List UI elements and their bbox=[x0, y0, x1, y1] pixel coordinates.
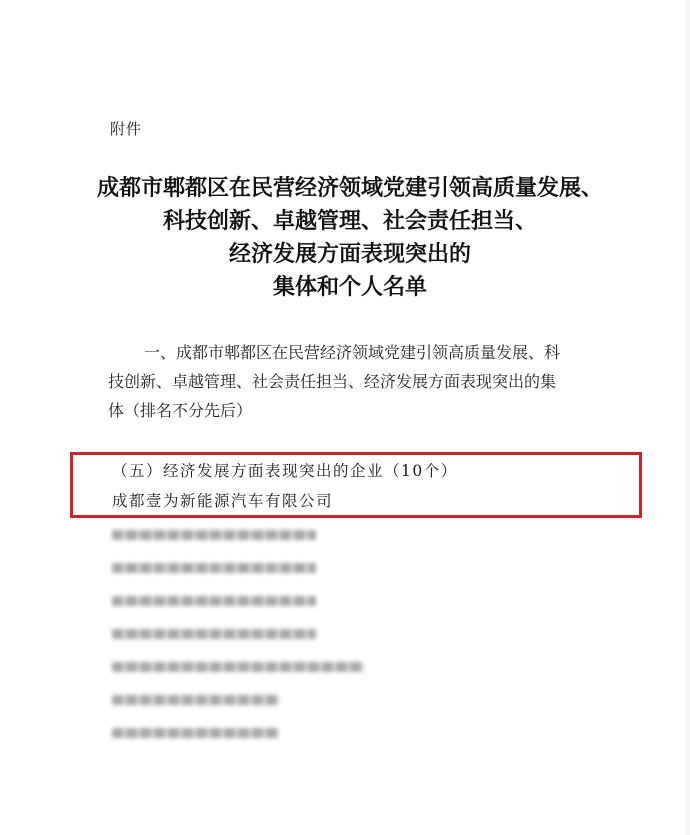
section-heading-paragraph bbox=[108, 338, 588, 425]
section-line: 体（排名不分先后） bbox=[108, 401, 253, 420]
page-edge-shadow bbox=[684, 0, 690, 835]
title-line: 科技创新、卓越管理、社会责任担当、 bbox=[162, 208, 537, 234]
title-line: 集体和个人名单 bbox=[272, 274, 427, 300]
attachment-label: 附件 bbox=[110, 120, 143, 138]
blurred-company-entry bbox=[112, 596, 316, 606]
blurred-company-list bbox=[112, 522, 364, 761]
title-line: 经济发展方面表现突出的 bbox=[228, 241, 471, 267]
blurred-company-entry bbox=[112, 728, 279, 738]
blurred-company-entry bbox=[112, 563, 316, 573]
blurred-company-entry bbox=[112, 695, 279, 705]
blurred-company-entry bbox=[112, 530, 316, 540]
section-line: 一、成都市郫都区在民营经济领域党建引领高质量发展、科 bbox=[144, 343, 561, 362]
company-name: 成都壹为新能源汽车有限公司 bbox=[112, 492, 334, 510]
blurred-company-entry bbox=[112, 629, 316, 639]
document-title bbox=[90, 172, 610, 304]
blurred-company-entry bbox=[112, 662, 364, 672]
title-line: 成都市郫都区在民营经济领域党建引领高质量发展、 bbox=[96, 175, 603, 201]
section-line: 技创新、卓越管理、社会责任担当、经济发展方面表现突出的集 bbox=[108, 372, 557, 391]
category-heading: （五）经济发展方面表现突出的企业（10个） bbox=[112, 462, 458, 480]
